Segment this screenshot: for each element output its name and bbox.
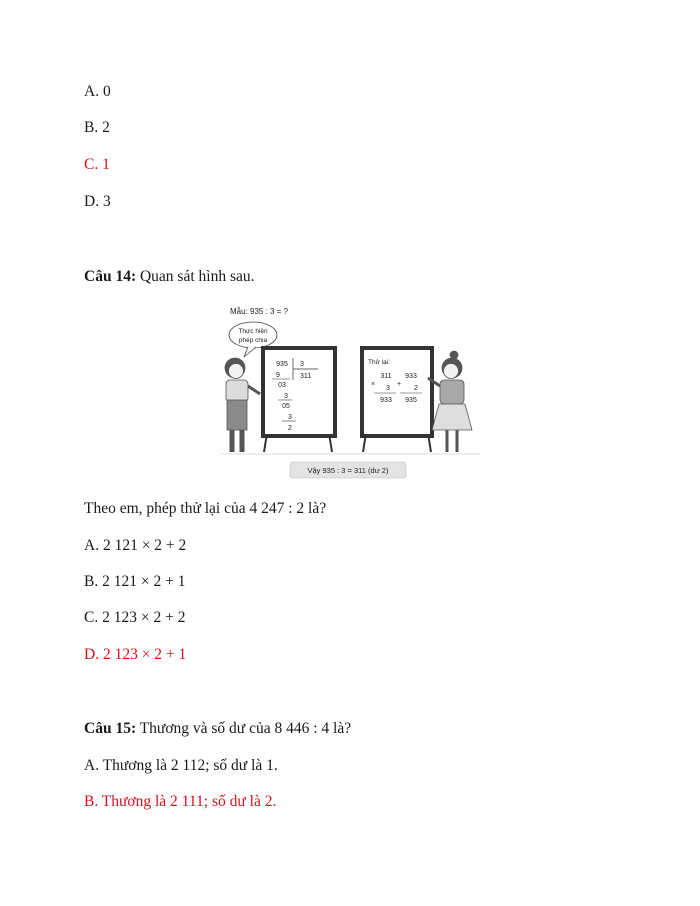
- q15-text: Thương và số dư của 8 446 : 4 là?: [136, 720, 352, 737]
- div-remainder: 2: [288, 425, 292, 432]
- mul-result: 933: [380, 397, 392, 404]
- add-result: 935: [405, 397, 417, 404]
- mul-b: 3: [386, 385, 390, 392]
- q13-option-c-correct: C. 1: [84, 156, 110, 173]
- q14-heading: [84, 267, 255, 287]
- q14-option-d-correct: D. 2 123 × 2 + 1: [84, 646, 187, 663]
- q14-number: Câu 14:: [84, 268, 137, 285]
- q13-option-d: D. 3: [84, 193, 111, 210]
- boy-figure: [225, 358, 260, 452]
- div-step-1: 9: [276, 372, 280, 379]
- div-step-3: 3: [284, 393, 288, 400]
- mul-a: 311: [380, 373, 392, 380]
- division-board: [263, 348, 335, 452]
- q14-option-a: A. 2 121 × 2 + 2: [84, 537, 187, 554]
- division-illustration: [220, 302, 480, 482]
- div-quotient: 311: [300, 373, 312, 380]
- div-dividend: 935: [276, 361, 288, 368]
- conclusion-text: Vậy 935 : 3 = 311 (dư 2): [307, 466, 389, 475]
- bubble-line-2: phép chia: [238, 337, 268, 344]
- div-step-5: 3: [288, 414, 292, 421]
- mul-sign: ×: [371, 381, 376, 388]
- speech-bubble: [229, 322, 277, 348]
- div-step-2: 03: [278, 382, 286, 389]
- q14-option-b: B. 2 121 × 2 + 1: [84, 573, 186, 590]
- q15-option-b-correct: B. Thương là 2 111; số dư là 2.: [84, 793, 277, 810]
- bubble-line-1: Thực hiện: [238, 328, 268, 335]
- q15-option-a: A. Thương là 2 112; số dư là 1.: [84, 757, 278, 774]
- q14-text: Quan sát hình sau.: [136, 268, 255, 285]
- speech-bubble-tail: [244, 347, 256, 357]
- div-divisor: 3: [300, 361, 304, 368]
- add-b: 2: [414, 385, 418, 392]
- q14-option-c: C. 2 123 × 2 + 2: [84, 609, 186, 626]
- q14-question: Theo em, phép thử lại của 4 247 : 2 là?: [84, 500, 327, 517]
- add-a: 933: [405, 373, 417, 380]
- figure-sample-label: Mẫu: 935 : 3 = ?: [230, 307, 289, 316]
- q13-option-a: A. 0: [84, 83, 111, 100]
- q13-option-b: B. 2: [84, 119, 110, 136]
- q15-number: Câu 15:: [84, 720, 137, 737]
- q15-heading: [84, 719, 351, 739]
- girl-figure: [428, 351, 472, 452]
- add-sign: +: [397, 381, 402, 388]
- div-step-4: 05: [282, 403, 290, 410]
- check-title: Thử lại:: [368, 359, 391, 366]
